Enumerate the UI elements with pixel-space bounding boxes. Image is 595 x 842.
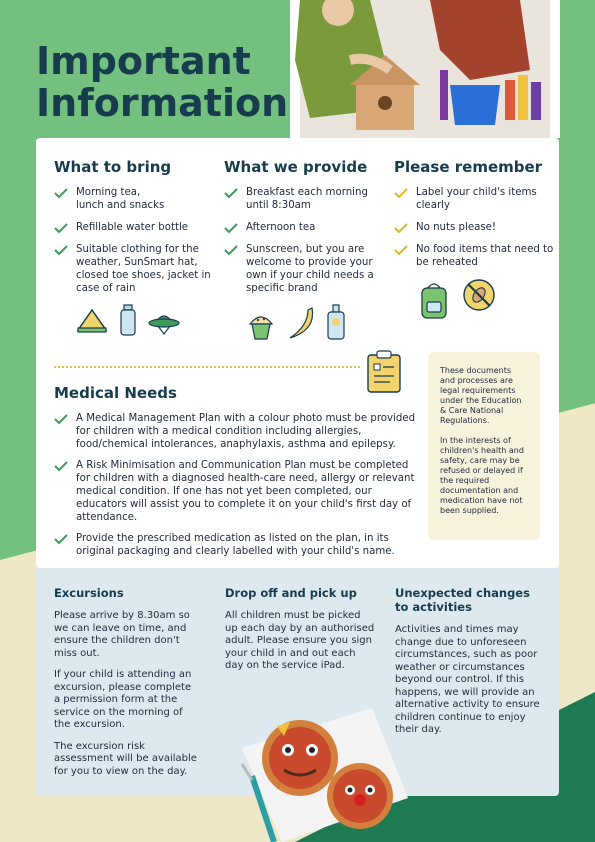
check-icon — [54, 244, 68, 256]
legal-paragraph: In the interests of children's health and safety, care may be refused or delayed if the required documentation and medication have not been supplied. — [440, 436, 524, 515]
list-item — [54, 221, 214, 234]
what-we-provide-heading: What we provide — [224, 158, 368, 176]
check-icon — [394, 222, 408, 234]
check-icon — [54, 413, 68, 425]
water-bottle-icon — [118, 304, 138, 336]
list-item-text: A Risk Minimisation and Communication Plan must be completed for children with a diagnosed health-care need, allergy or relevant medical condition. If one has not yet been completed, our educators will assist you to complete it on your child's first day of attendance. — [76, 460, 415, 523]
check-icon — [224, 244, 238, 256]
excursions-paragraph: If your child is attending an excursion, please complete a permission form at the service on the morning of the excursion. — [54, 669, 192, 730]
list-item — [394, 186, 554, 212]
please-remember-heading: Please remember — [394, 158, 543, 176]
unexpected-changes-paragraph: Activities and times may change due to unforeseen circumstances, such as poor weather or circumstances beyond our control. If this happens, we will provide an alternative activity to ensure children continue to enjoy their day. — [395, 624, 540, 735]
muffin-icon — [246, 312, 276, 340]
check-icon — [54, 187, 68, 199]
drop-off-section — [225, 586, 375, 682]
what-we-provide-section — [224, 158, 384, 340]
list-item — [224, 221, 384, 234]
remember-icons — [416, 278, 554, 320]
sun-hat-icon — [148, 308, 180, 336]
list-item — [224, 243, 384, 295]
list-item-text: Suitable clothing for the weather, SunSmart hat, closed toe shoes, jacket in case of rain — [76, 244, 211, 294]
list-item — [54, 459, 422, 524]
check-icon — [224, 187, 238, 199]
list-item — [54, 243, 214, 295]
list-item-text: Breakfast each morning until 8:30am — [246, 187, 368, 211]
list-item-text: Afternoon tea — [246, 222, 316, 233]
excursions-section — [54, 586, 198, 787]
list-item-text: Sunscreen, but you are welcome to provide your own if your child needs a specific brand — [246, 244, 374, 294]
list-item-text: A Medical Management Plan with a colour photo must be provided for children with a medical condition including allergies, food/chemical intolerances, anaphylaxis, asthma and epilepsy. — [76, 413, 416, 450]
list-item-text: Morning tea, lunch and snacks — [76, 187, 165, 211]
check-icon — [54, 533, 68, 545]
what-to-bring-section — [54, 158, 214, 336]
excursions-paragraph: Please arrive by 8.30am so we can leave on time, and ensure the children don't miss out. — [54, 610, 190, 659]
list-item — [54, 186, 214, 212]
please-remember-section — [394, 158, 554, 320]
medical-needs-heading: Medical Needs — [54, 384, 177, 402]
check-icon — [54, 222, 68, 234]
title-line-1: Important — [36, 39, 251, 83]
pizza-faces-photo — [222, 708, 408, 842]
page-title — [36, 40, 288, 124]
check-icon — [394, 187, 408, 199]
list-item-text: No food items that need to be reheated — [416, 244, 554, 268]
excursions-paragraph: The excursion risk assessment will be available for you to view on the day. — [54, 740, 197, 777]
list-item — [54, 412, 422, 451]
clipboard-icon — [366, 350, 402, 394]
check-icon — [224, 222, 238, 234]
backpack-icon — [416, 280, 452, 320]
check-icon — [394, 244, 408, 256]
unexpected-changes-section — [395, 586, 545, 746]
sandwich-icon — [76, 308, 108, 336]
excursions-heading: Excursions — [54, 586, 124, 600]
legal-note-box — [428, 352, 540, 540]
list-item — [224, 186, 384, 212]
no-nuts-icon — [462, 278, 496, 312]
sunscreen-icon — [326, 304, 346, 340]
info-card — [36, 138, 559, 568]
list-item — [394, 243, 554, 269]
drop-off-paragraph: All children must be picked up each day by an authorised adult. Please ensure you sign your child in and out each day on the service iPad. — [225, 610, 375, 671]
check-icon — [54, 460, 68, 472]
title-line-2: Information — [36, 81, 289, 125]
hero-photo-children-crafts — [290, 0, 560, 138]
medical-needs-list — [54, 412, 422, 566]
what-to-bring-heading: What to bring — [54, 158, 172, 176]
list-item-text: Label your child's items clearly — [416, 187, 537, 211]
list-item-text: Provide the prescribed medication as listed on the plan, in its original packaging and clearly labelled with your child's name. — [76, 533, 395, 557]
provide-icons — [246, 304, 384, 340]
list-item-text: Refillable water bottle — [76, 222, 189, 233]
unexpected-changes-heading: Unexpected changes to activities — [395, 586, 530, 614]
banana-icon — [286, 306, 316, 340]
list-item-text: No nuts please! — [416, 222, 497, 233]
section-divider — [54, 366, 360, 368]
drop-off-heading: Drop off and pick up — [225, 586, 357, 600]
list-item — [394, 221, 554, 234]
list-item — [54, 532, 422, 558]
legal-paragraph: These documents and processes are legal requirements under the Education & Care National Regulations. — [440, 366, 522, 425]
bring-icons — [76, 304, 214, 336]
